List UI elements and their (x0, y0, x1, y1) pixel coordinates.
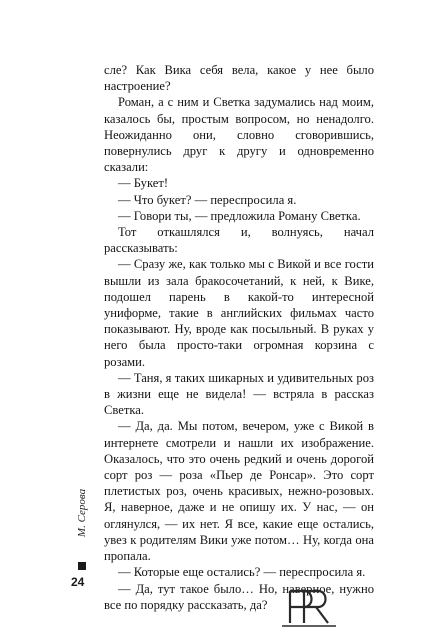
paragraph: — Сразу же, как только мы с Викой и все гости вышли из зала бракосочетаний, к ней, к Вике, подошел парень в какой-то интересной униформе, такие в английских фильмах часто показывают. Ну, вроде как посыльный. В руках у него была просто-таки огромная корзина с розами. (104, 257, 374, 369)
paragraph: Роман, а с ним и Светка задумались над моим, казалось бы, простым вопросом, но ненадолго. Неожиданно они, словно сговорившись, повернулись друг к другу и одновременно сказали: (104, 95, 374, 175)
publisher-logo-icon (280, 585, 338, 629)
paragraph: — Говори ты, — предложила Роману Светка. (118, 208, 361, 223)
running-head (75, 478, 89, 548)
paragraph: — Что букет? — переспросила я. (118, 192, 297, 207)
paragraph: — Таня, я таких шикарных и удивительных роз в жизни еще не видела! — встряла в рассказ Светка. (104, 370, 374, 418)
paragraph: сле? Как Вика себя вела, какое у нее было настроение? (104, 63, 374, 94)
paragraph: — Которые еще остались? — переспросила я. (118, 565, 366, 580)
paragraph: — Да, да. Мы потом, вечером, уже с Викой в интернете смотрели и нашли их изображение. Оказалось, что это очень редкий и очень дорогой сорт роз — роза «Пьер де Ронсар». Это сорт плетистых роз, очень красивых, нежно-розовых. Я, наверное, даже и не опишу их. У нас, — он оглянулся, — их нет. Я все, какие еще остались, увез к родителям Вики уже потом… Ну, когда она пропала. (104, 419, 374, 564)
paragraph: Тот откашлялся и, волнуясь, начал рассказывать: (104, 225, 374, 256)
paragraph: — Букет! (118, 176, 169, 191)
page-marker-square (78, 562, 86, 570)
running-head-text: М. Серова (76, 488, 89, 538)
page-text-block (104, 62, 374, 613)
paragraph: — Да, тут такое было… Но, наверное, нужно все по порядку рассказать, да? (104, 581, 374, 612)
page-number: 24 (71, 575, 85, 589)
